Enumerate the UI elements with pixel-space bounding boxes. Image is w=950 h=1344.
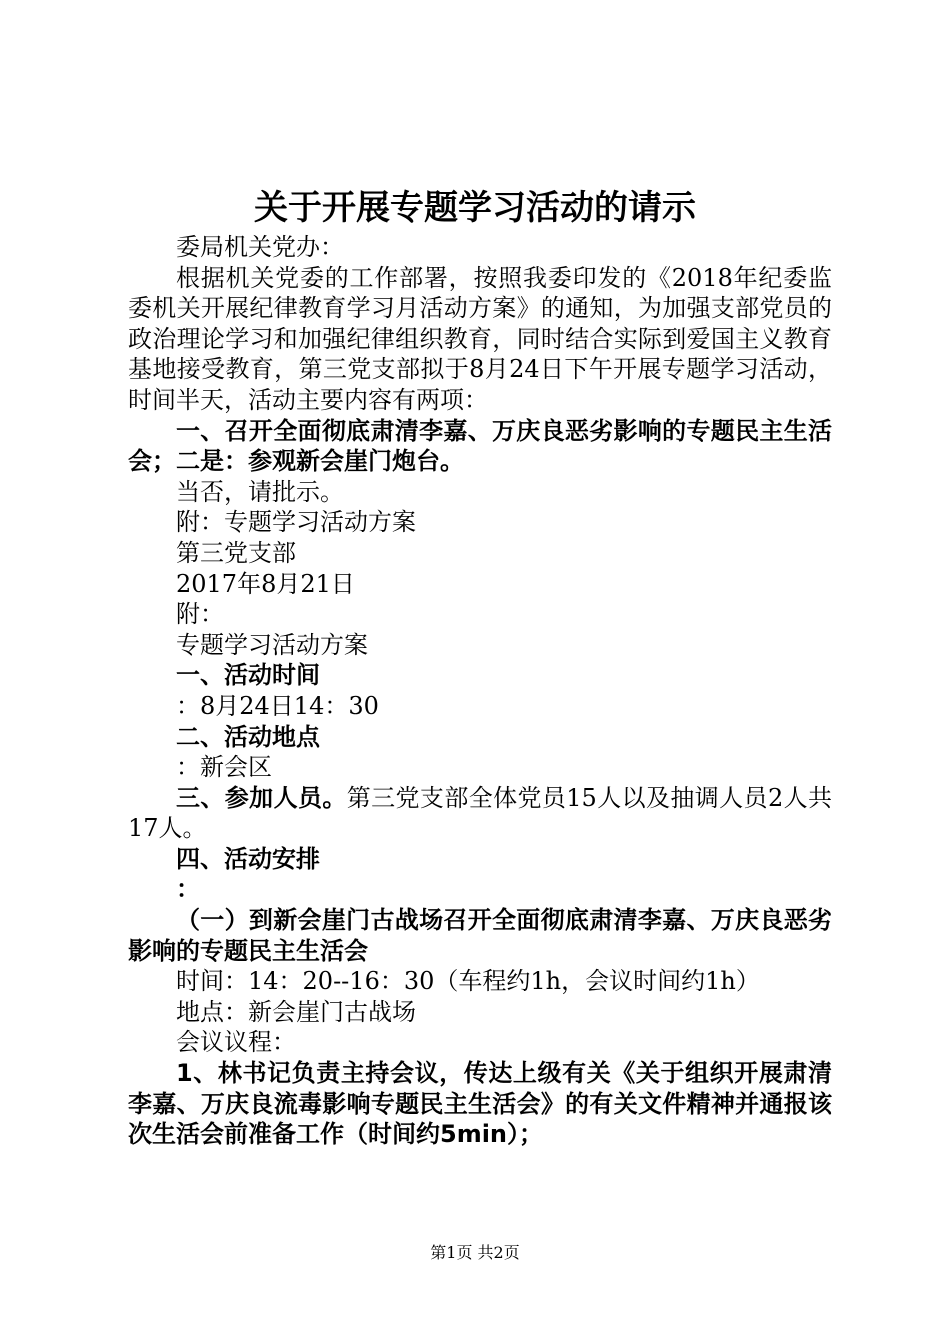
document-body: [128, 232, 832, 1150]
paragraph-attachment-note: 附：专题学习活动方案: [176, 508, 416, 537]
paragraph-participants: [128, 783, 832, 844]
paragraph-addressee: 委局机关党办：: [176, 233, 344, 261]
heading-activity-arrangement: 四、活动安排: [176, 844, 320, 873]
paragraph-activity-time: ：8月24日14：30: [176, 691, 379, 720]
paragraph-content-items: 一、召开全面彻底肃清李嘉、万庆良恶劣影响的专题民主生活会；二是：参观新会崖门炮台。: [128, 416, 832, 476]
paragraph-date: 2017年8月21日: [176, 569, 355, 598]
page-footer: 第1页 共2页: [430, 1243, 520, 1262]
paragraph-meeting-location: 地点：新会崖门古战场: [176, 997, 416, 1026]
paragraph-request-body: 根据机关党委的工作部署，按照我委印发的《2018年纪委监委机关开展纪律教育学习月活动方案》的通知，为加强支部党员的政治理论学习和加强纪律组织教育，同时结合实际到爱国主义教育基地接受教育，第三党支部拟于8月24日下午开展专题学习活动，时间半天，活动主要内容有两项：: [128, 263, 832, 414]
paragraph-meeting-time: 时间：14：20--16：30（车程约1h，会议时间约1h）: [176, 967, 760, 996]
heading-participants: 三、参加人员。: [176, 783, 347, 812]
paragraph-agenda-item-one: 1、林书记负责主持会议，传达上级有关《关于组织开展肃清李嘉、万庆良流毒影响专题民主生活会》的有关文件精神并通报该次生活会前准备工作（时间约5min）；: [128, 1059, 832, 1149]
paragraph-colon: ：: [176, 875, 200, 904]
paragraph-approval-request: 当否，请批示。: [176, 477, 344, 506]
paragraph-activity-location: ：新会区: [176, 753, 272, 782]
heading-activity-time: 一、活动时间: [176, 661, 320, 690]
heading-activity-location: 二、活动地点: [176, 722, 320, 751]
paragraph-meeting-agenda: 会议议程：: [176, 1028, 296, 1057]
heading-arrangement-one: （一）到新会崖门古战场召开全面彻底肃清李嘉、万庆良恶劣影响的专题民主生活会: [128, 906, 832, 965]
paragraph-signatory: 第三党支部: [176, 538, 296, 567]
document-title: 关于开展专题学习活动的请示: [254, 188, 696, 228]
participants-text: 第三党支部全体党员15人以及抽调人员2人共17人。: [128, 783, 833, 843]
paragraph-attachment-label: 附：: [176, 600, 224, 629]
paragraph-plan-title: 专题学习活动方案: [176, 630, 368, 659]
